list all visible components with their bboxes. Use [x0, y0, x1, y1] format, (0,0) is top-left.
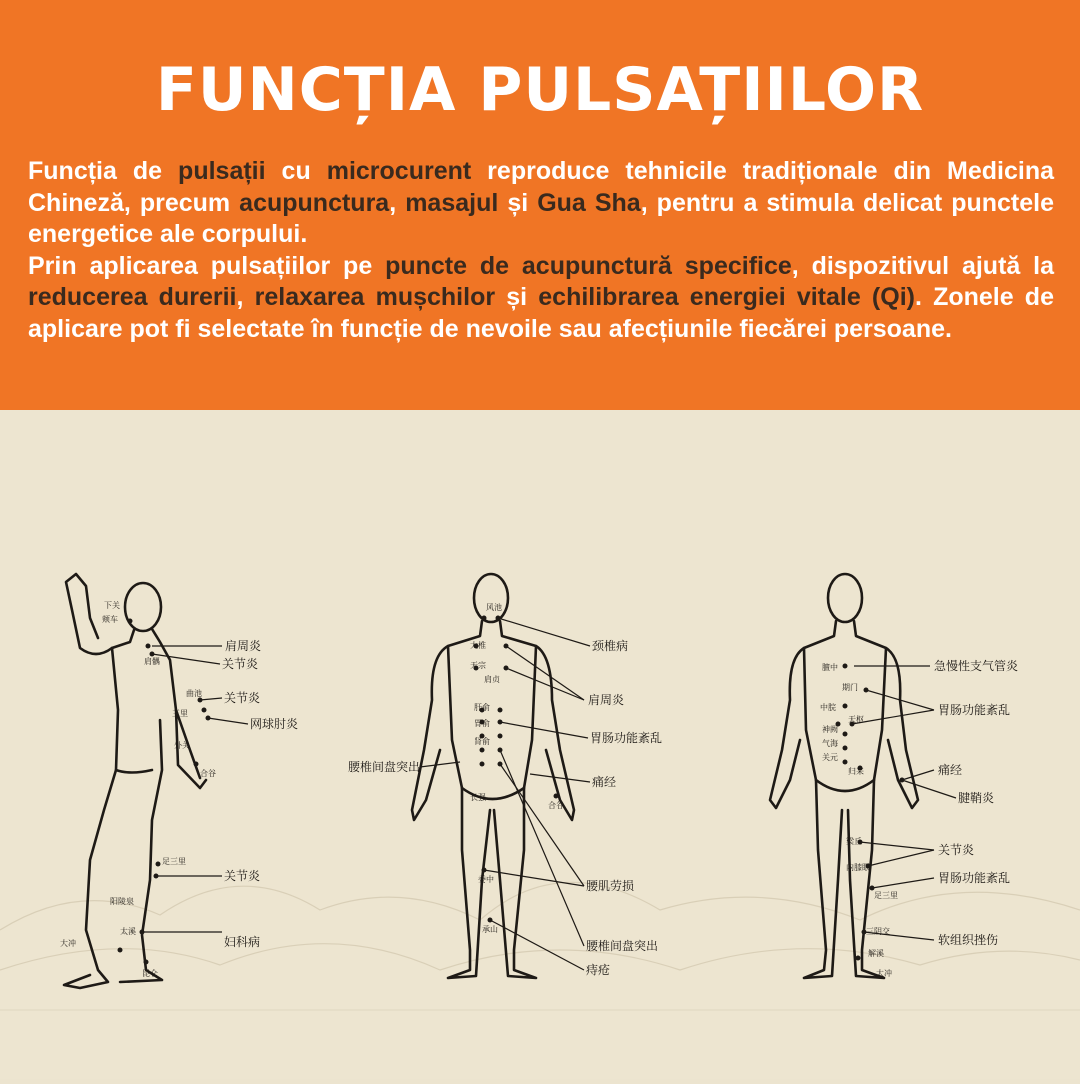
point-label: 胃俞 — [474, 719, 490, 728]
highlight-text: pulsații — [178, 157, 266, 185]
chart-label: 腰椎间盘突出 — [586, 939, 659, 953]
chart-label: 痔疮 — [586, 963, 611, 977]
chart-label: 痛经 — [938, 763, 963, 777]
point-label: 肝俞 — [474, 703, 490, 712]
chart-label: 关节炎 — [938, 843, 975, 857]
chart-label: 软组织挫伤 — [938, 933, 999, 947]
back-figure — [412, 574, 574, 978]
header-banner — [0, 0, 1080, 410]
text-segment: , — [236, 283, 255, 311]
point-label: 外关 — [174, 741, 190, 750]
point-label: 颊车 — [102, 615, 118, 624]
chart-label: 胃肠功能紊乱 — [938, 703, 1011, 717]
acupuncture-figures-svg — [0, 410, 1080, 1079]
point-label: 大椎 — [470, 641, 486, 650]
description-text — [28, 156, 1054, 345]
highlight-text: puncte de acupunctură specifice — [385, 251, 792, 280]
text-segment: Funcția de — [28, 157, 179, 185]
text-segment: , — [389, 188, 406, 217]
point-label: 足三里 — [162, 857, 186, 866]
highlight-text: microcurent — [326, 157, 472, 185]
text-segment: și — [498, 188, 538, 217]
front-figure — [770, 574, 918, 978]
chart-label: 颈椎病 — [592, 639, 629, 653]
highlight-text: acupunctura — [239, 188, 390, 217]
point-label: 足三里 — [874, 891, 898, 900]
side-figure-labels — [222, 638, 299, 949]
point-label: 太冲 — [876, 969, 892, 978]
chart-label: 腱鞘炎 — [958, 791, 995, 805]
front-figure-point-names — [820, 662, 898, 978]
text-segment: , dispozitivul ajută la — [791, 251, 1054, 280]
point-label: 曲池 — [186, 689, 202, 698]
point-label: 天宗 — [470, 661, 486, 670]
point-label: 大冲 — [60, 939, 76, 948]
chart-label: 腰椎间盘突出 — [348, 760, 421, 774]
point-label: 肩贞 — [484, 675, 500, 684]
point-label: 解溪 — [868, 949, 884, 958]
point-label: 委中 — [478, 875, 494, 884]
point-label: 承山 — [482, 925, 498, 934]
point-label: 天枢 — [848, 715, 864, 724]
point-label: 长强 — [470, 793, 486, 802]
side-figure-point-names — [60, 600, 216, 978]
chart-label: 肩周炎 — [225, 639, 262, 653]
chart-label: 关节炎 — [222, 657, 259, 671]
point-label: 肾俞 — [474, 737, 490, 746]
highlight-text: echilibrarea energiei vitale (Qi) — [538, 283, 915, 311]
chart-label: 关节炎 — [224, 691, 261, 705]
chart-label: 妇科病 — [224, 935, 261, 949]
point-label: 合谷 — [200, 769, 216, 778]
text-segment: Prin aplicarea pulsațiilor pe — [28, 251, 386, 280]
point-label: 气海 — [822, 739, 838, 748]
highlight-text: relaxarea mușchilor — [254, 283, 496, 311]
point-label: 关元 — [822, 753, 838, 762]
text-segment: cu — [265, 157, 327, 185]
chart-label: 腰肌劳损 — [586, 879, 635, 893]
chart-label: 胃肠功能紊乱 — [938, 871, 1011, 885]
text-segment: , pentru a stimula delicat punctele energetice ale corpului. — [28, 188, 1054, 248]
text-segment: reproduce tehnicile tradiționale din Medicina Chineză, precum — [28, 157, 1054, 217]
highlight-text: masajul — [405, 188, 499, 217]
page-title: FUNCȚIA PULSAȚIILOR — [155, 55, 925, 125]
chart-label: 肩周炎 — [588, 693, 625, 707]
point-label: 归来 — [848, 767, 864, 776]
highlight-text: reducerea durerii — [28, 283, 237, 311]
point-label: 昆仑 — [142, 969, 158, 978]
point-label: 肩髃 — [144, 657, 160, 666]
chart-label: 胃肠功能紊乱 — [590, 731, 663, 745]
back-figure-leader-lines — [420, 618, 590, 970]
chart-label: 网球肘炎 — [250, 717, 299, 731]
front-figure-points — [836, 664, 905, 961]
highlight-text: Gua Sha — [537, 188, 641, 217]
chart-label: 关节炎 — [224, 869, 261, 883]
side-figure — [64, 574, 206, 988]
point-label: 中脘 — [820, 703, 836, 712]
description-paragraph-2 — [28, 251, 1054, 346]
chart-label: 急慢性支气管炎 — [934, 659, 1019, 673]
point-label: 下关 — [104, 601, 120, 610]
text-segment: și — [495, 283, 539, 311]
point-label: 风池 — [486, 603, 502, 612]
text-segment: . Zonele de aplicare pot fi selectate în funcție de nevoile sau afecțiunile fiecărei persoane. — [28, 283, 1054, 343]
acupuncture-illustration — [0, 410, 1080, 1079]
point-label: 三里 — [172, 709, 188, 718]
point-label: 期门 — [842, 683, 858, 692]
description-paragraph-1 — [28, 156, 1054, 251]
point-label: 太溪 — [120, 927, 136, 936]
point-label: 合谷 — [548, 801, 564, 810]
chart-label: 痛经 — [592, 775, 617, 789]
point-label: 内膝眼 — [846, 863, 870, 872]
point-label: 阳陵泉 — [110, 897, 134, 906]
point-label: 神阙 — [822, 725, 838, 734]
front-figure-labels — [934, 658, 1019, 947]
point-label: 三阴交 — [866, 927, 890, 936]
point-label: 梁丘 — [846, 837, 862, 846]
point-label: 膻中 — [822, 663, 838, 672]
